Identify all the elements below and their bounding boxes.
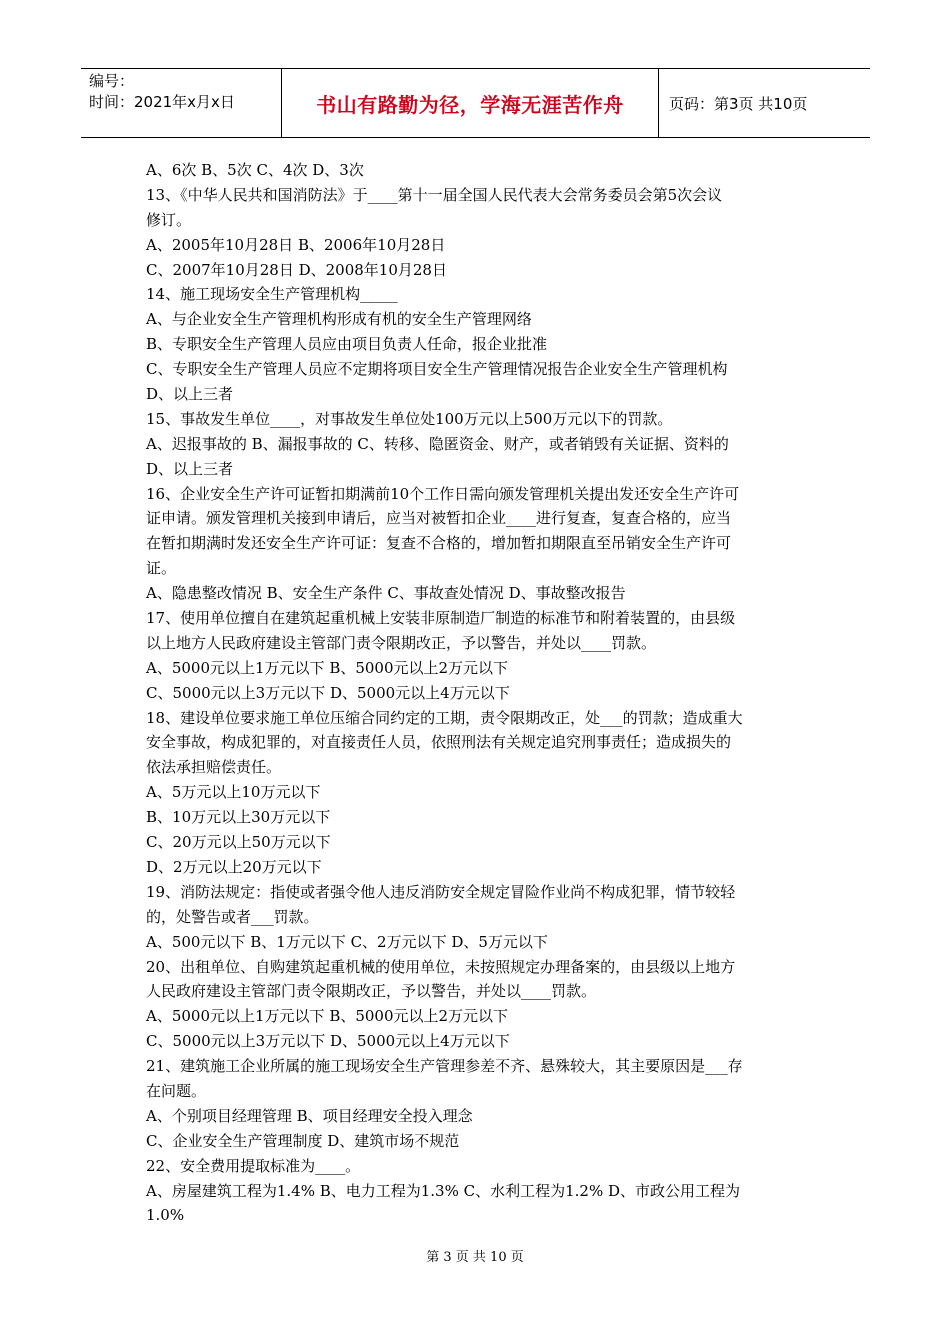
text-line: B、10万元以上30万元以下 — [146, 808, 331, 827]
text-line: 14、施工现场安全生产管理机构_____ — [146, 285, 398, 304]
document-date: 时间：2021年x月x日 — [89, 93, 235, 111]
text-line: D、以上三者 — [146, 459, 234, 478]
text-line: 19、消防法规定：指使或者强令他人违反消防安全规定冒险作业尚不构成犯罪，情节较轻 — [146, 882, 736, 901]
text-line: 17、使用单位擅自在建筑起重机械上安装非原制造厂制造的标准节和附着装置的，由县级 — [146, 609, 736, 628]
text-line: 21、建筑施工企业所属的施工现场安全生产管理参差不齐、悬殊较大，其主要原因是___存 — [146, 1057, 743, 1076]
text-line: C、专职安全生产管理人员应不定期将项目安全生产管理情况报告企业安全生产管理机构 — [146, 360, 728, 379]
text-line: D、以上三者 — [146, 385, 234, 404]
header-motto: 书山有路勤为径，学海无涯苦作舟 — [282, 69, 659, 137]
text-line: 20、出租单位、自购建筑起重机械的使用单位，未按照规定办理备案的，由县级以上地方 — [146, 957, 736, 976]
text-line: A、隐患整改情况 B、安全生产条件 C、事故查处情况 D、事故整改报告 — [146, 584, 626, 603]
text-line: A、6次 B、5次 C、4次 D、3次 — [146, 161, 364, 179]
text-line: A、与企业安全生产管理机构形成有机的安全生产管理网络 — [146, 310, 532, 329]
text-line: 的，处警告或者___罚款。 — [146, 907, 319, 926]
text-line: 人民政府建设主管部门责令限期改正，予以警告，并处以____罚款。 — [146, 982, 597, 1001]
text-line: B、专职安全生产管理人员应由项目负责人任命，报企业批准 — [146, 335, 548, 354]
text-line: A、个别项目经理管理 B、项目经理安全投入理念 — [146, 1106, 473, 1125]
text-line: C、企业安全生产管理制度 D、建筑市场不规范 — [146, 1131, 460, 1150]
page-header — [81, 68, 870, 138]
text-line: 在问题。 — [146, 1081, 207, 1100]
text-line: 16、企业安全生产许可证暂扣期满前10个工作日需向颁发管理机关提出发还安全生产许可 — [146, 484, 740, 503]
text-line: 在暂扣期满时发还安全生产许可证：复查不合格的，增加暂扣期限直至吊销安全生产许可 — [146, 534, 732, 553]
text-line: C、5000元以上3万元以下 D、5000元以上4万元以下 — [146, 1032, 510, 1051]
text-line: 证。 — [146, 559, 177, 578]
question-body — [146, 158, 810, 1228]
text-line: 以上地方人民政府建设主管部门责令限期改正，予以警告，并处以____罚款。 — [146, 633, 657, 652]
text-line: A、房屋建筑工程为1.4% B、电力工程为1.3% C、水利工程为1.2% D、市政公用工程为 — [146, 1181, 740, 1200]
text-line: A、5000元以上1万元以下 B、5000元以上2万元以下 — [146, 658, 509, 677]
text-line: 18、建设单位要求施工单位压缩合同约定的工期，责令限期改正，处___的罚款；造成重大 — [146, 708, 743, 727]
text-line: C、2007年10月28日 D、2008年10月28日 — [146, 260, 447, 279]
header-page-info: 页码：第3页 共10页 — [669, 94, 808, 113]
text-line: 15、事故发生单位____，对事故发生单位处100万元以上500万元以下的罚款。 — [146, 409, 673, 428]
text-line: 22、安全费用提取标准为____。 — [146, 1156, 361, 1175]
text-line: A、2005年10月28日 B、2006年10月28日 — [146, 235, 446, 254]
text-line: A、5万元以上10万元以下 — [146, 783, 321, 802]
text-line: A、迟报事故的 B、漏报事故的 C、转移、隐匿资金、财产，或者销毁有关证据、资料的 — [146, 434, 729, 453]
text-line: 证申请。颁发管理机关接到申请后，应当对被暂扣企业____进行复查，复查合格的，应当 — [146, 509, 732, 528]
document-number-label: 编号： — [89, 72, 135, 90]
text-line: 依法承担赔偿责任。 — [146, 758, 282, 777]
text-line: 1.0% — [146, 1206, 185, 1225]
header-meta — [81, 69, 282, 137]
page-footer: 第 3 页 共 10 页 — [426, 1250, 524, 1265]
text-line: C、5000元以上3万元以下 D、5000元以上4万元以下 — [146, 683, 510, 702]
text-line: 13、《中华人民共和国消防法》于____第十一届全国人民代表大会常务委员会第5次会议 — [146, 185, 723, 204]
text-line: A、500元以下 B、1万元以下 C、2万元以下 D、5万元以下 — [146, 932, 548, 951]
text-line: C、20万元以上50万元以下 — [146, 833, 331, 852]
text-line: D、2万元以上20万元以下 — [146, 857, 322, 876]
text-line: 安全事故，构成犯罪的，对直接责任人员，依照刑法有关规定追究刑事责任；造成损失的 — [146, 733, 732, 752]
text-line: 修订。 — [146, 210, 192, 229]
text-line: A、5000元以上1万元以下 B、5000元以上2万元以下 — [146, 1007, 509, 1026]
